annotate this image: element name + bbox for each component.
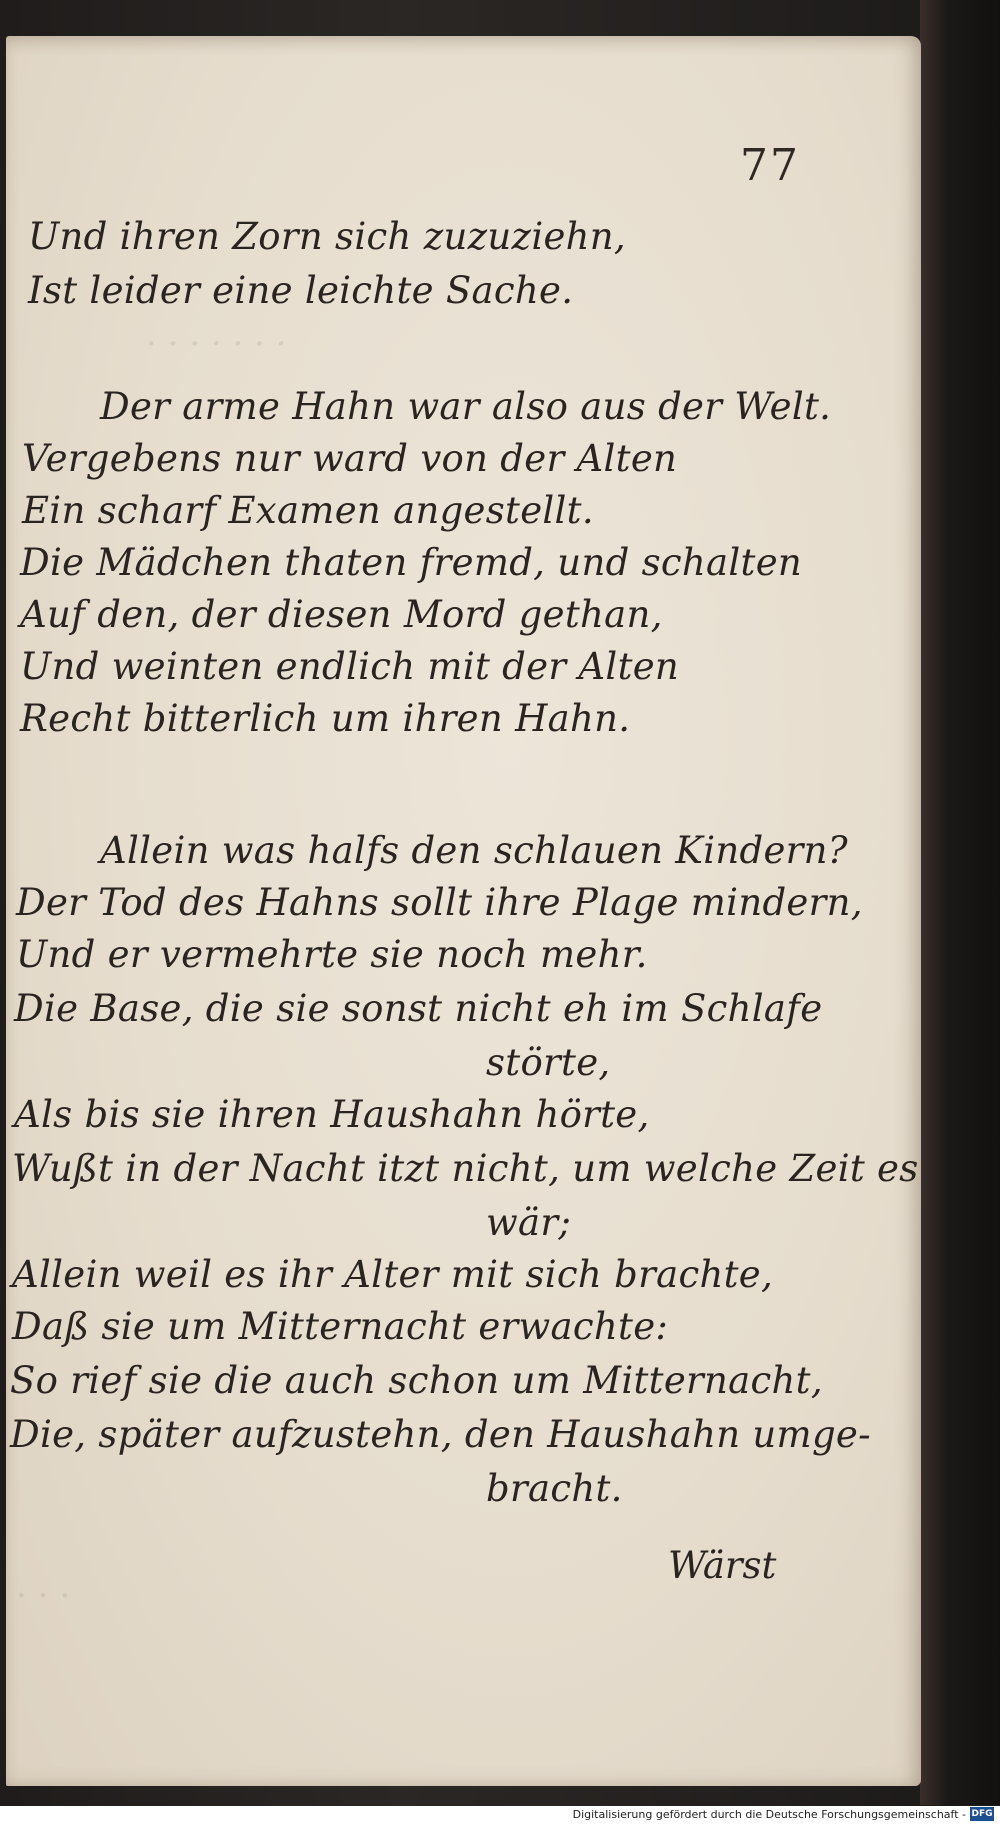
- verse-line: Und weinten endlich mit der Alten: [20, 645, 680, 688]
- page-number: 77: [740, 140, 800, 191]
- verse-line: Der arme Hahn war also aus der Welt.: [100, 385, 832, 428]
- verse-line: Vergebens nur ward von der Alten: [22, 437, 678, 480]
- verse-line-continuation: bracht.: [486, 1467, 623, 1510]
- verse-line-continuation: wär;: [486, 1201, 572, 1244]
- catchword: Wärst: [668, 1544, 777, 1587]
- book-spine-edge: [920, 0, 1000, 1805]
- verse-line: Und er vermehrte sie noch mehr.: [16, 933, 648, 976]
- dfg-logo: DFG: [971, 1809, 993, 1819]
- verse-line: Ein scharf Examen angestellt.: [22, 489, 594, 532]
- footer-credit: Digitalisierung gefördert durch die Deutsche Forschungsgemeinschaft -: [572, 1808, 966, 1821]
- verse-line: Allein weil es ihr Alter mit sich brachte,: [12, 1253, 774, 1296]
- verse-line: Wußt in der Nacht itzt nicht, um welche Zeit es: [12, 1147, 919, 1190]
- verse-line: Ist leider eine leichte Sache.: [28, 269, 574, 312]
- verse-line: Allein was halfs den schlauen Kindern?: [100, 829, 848, 872]
- verse-line: Und ihren Zorn sich zuzuziehn,: [28, 215, 626, 258]
- verse-line: Recht bitterlich um ihren Hahn.: [20, 697, 631, 740]
- verse-line: Die Mädchen thaten fremd, und schalten: [20, 541, 803, 584]
- verse-line: So rief sie die auch schon um Mitternacht,: [10, 1359, 823, 1402]
- verse-line: Die, später aufzustehn, den Haushahn umge-: [10, 1413, 871, 1456]
- verse-line: Daß sie um Mitternacht erwachte:: [12, 1305, 669, 1348]
- verse-line-continuation: störte,: [486, 1041, 611, 1084]
- verse-line: Der Tod des Hahns sollt ihre Plage mindern,: [16, 881, 863, 924]
- show-through-text: · · · · · · ·: [146, 324, 287, 364]
- verse-line: Als bis sie ihren Haushahn hörte,: [14, 1093, 650, 1136]
- show-through-mark: · · ·: [16, 1576, 71, 1616]
- verse-line: Die Base, die sie sonst nicht eh im Schlafe: [14, 987, 823, 1030]
- verse-line: Auf den, der diesen Mord gethan,: [20, 593, 663, 636]
